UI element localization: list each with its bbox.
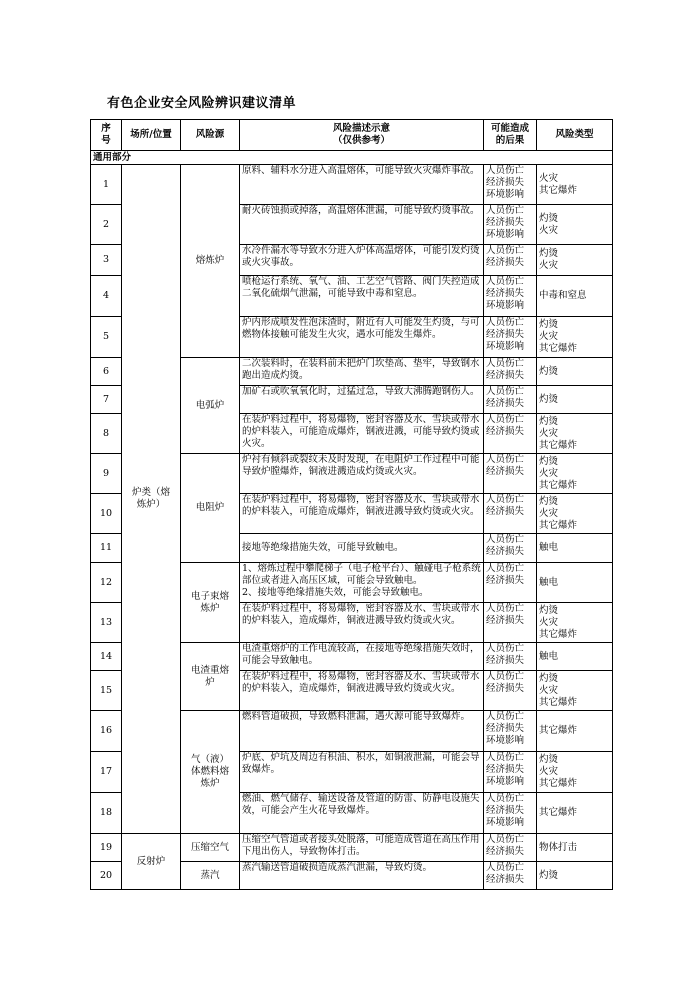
consequence: 人员伤亡 经济损失 [484,358,537,386]
header-desc: 风险描述示意 （仅供参考） [240,120,484,151]
risk-type: 灼烫 [537,386,613,414]
consequence: 人员伤亡 经济损失 [484,414,537,454]
row-number: 9 [91,454,122,494]
row-number: 12 [91,563,122,603]
row-number: 11 [91,534,122,563]
risk-type: 触电 [537,534,613,563]
section-title: 通用部分 [91,151,613,165]
source-cell-esr: 电渣重熔 炉 [181,643,240,711]
risk-type: 灼烫 火灾 [537,245,613,276]
row-number: 17 [91,752,122,793]
risk-description: 炉底、炉坑及周边有积油、积水，如铜液泄漏，可能会导致爆炸。 [240,752,484,793]
risk-description: 压缩空气管道或者接头处脱落，可能造成管道在高压作用下甩出伤人，导致物体打击。 [240,834,484,862]
consequence: 人员伤亡 经济损失 环境影响 [484,317,537,358]
risk-type: 灼烫 火灾 其它爆炸 [537,752,613,793]
row-number: 15 [91,671,122,711]
risk-description: 在装炉料过程中，将易爆物，密封容器及水、雪块或带水的炉料装入，造成爆炸，铜液进溅导致灼烫或火灾。 [240,671,484,711]
risk-description: 电渣重熔炉的工作电流较高，在接地等绝缘措施失效时，可能会导致触电。 [240,643,484,671]
risk-type: 灼烫 火灾 其它爆炸 [537,603,613,643]
consequence: 人员伤亡 经济损失 环境影响 [484,276,537,317]
table-row [91,165,613,205]
row-number: 19 [91,834,122,862]
risk-description: 喷枪运行系统、氧气、油、工艺空气管路、阀门失控造成二氧化硫烟气泄漏，可能导致中毒和窒息。 [240,276,484,317]
row-number: 18 [91,793,122,834]
risk-type: 触电 [537,643,613,671]
header-no: 序 号 [91,120,122,151]
risk-description: 燃料管道破损，导致燃料泄漏，遇火源可能导致爆炸。 [240,711,484,752]
risk-description: 在装炉料过程中，将易爆物，密封容器及水、雪块或带水的炉料装入，可能造成爆炸，钢液进溅，可能导致灼烫或火灾。 [240,414,484,454]
row-number: 5 [91,317,122,358]
consequence: 人员伤亡 经济损失 [484,862,537,890]
risk-description: 加矿石或吹氧氧化时，过猛过急，导致大沸腾跑钢伤人。 [240,386,484,414]
risk-type: 灼烫 火灾 其它爆炸 [537,671,613,711]
row-number: 1 [91,165,122,205]
risk-description: 在装炉料过程中，将易爆物，密封容器及水、雪块或带水的炉料装入，可能造成爆炸，铜液进溅导致灼烫或火灾。 [240,494,484,534]
source-cell-resist: 电阻炉 [181,454,240,563]
risk-type: 其它爆炸 [537,793,613,834]
risk-description: 燃油、燃气储存、输送设备及管道的防雷、防静电设施失效，可能会产生火花导致爆炸。 [240,793,484,834]
consequence: 人员伤亡 经济损失 环境影响 [484,165,537,205]
risk-description: 炉内形成喷发性泡沫渣时，附近有人可能发生灼烫，与可燃物体接触可能发生火灾，遇水可能发生爆炸。 [240,317,484,358]
consequence: 人员伤亡 经济损失 [484,386,537,414]
risk-description: 接地等绝缘措施失效，可能导致触电。 [240,534,484,563]
risk-description: 原料、辅料水分进入高温熔体，可能导致火灾爆炸事故。 [240,165,484,205]
consequence: 人员伤亡 经济损失 [484,494,537,534]
row-number: 14 [91,643,122,671]
risk-description: 二次装料时，在装料前未把炉门坎垫高、垫牢，导致钢水跑出造成灼烫。 [240,358,484,386]
consequence: 人员伤亡 经济损失 [484,563,537,603]
consequence: 人员伤亡 经济损失 [484,454,537,494]
row-number: 7 [91,386,122,414]
risk-type: 触电 [537,563,613,603]
risk-type: 灼烫 火灾 [537,205,613,245]
risk-type: 灼烫 火灾 其它爆炸 [537,317,613,358]
header-source: 风险源 [181,120,240,151]
consequence: 人员伤亡 经济损失 [484,643,537,671]
risk-description: 1、熔炼过程中攀爬梯子（电子枪平台）、触碰电子枪系统部位或者进入高压区域，可能会导致触电。 2、接地等绝缘措施失效，可能会导致触电。 [240,563,484,603]
risk-description: 耐火砖蚀损或掉落，高温熔体泄漏，可能导致灼烫事故。 [240,205,484,245]
row-number: 16 [91,711,122,752]
row-number: 20 [91,862,122,890]
risk-type: 灼烫 火灾 其它爆炸 [537,494,613,534]
risk-type: 其它爆炸 [537,711,613,752]
row-number: 8 [91,414,122,454]
row-number: 13 [91,603,122,643]
header-place: 场所/位置 [122,120,181,151]
consequence: 人员伤亡 经济损失 [484,245,537,276]
row-number: 3 [91,245,122,276]
table-row [91,834,613,862]
page-title: 有色企业安全风险辨识建议清单 [107,96,297,111]
consequence: 人员伤亡 经济损失 环境影响 [484,793,537,834]
source-cell-steam: 蒸汽 [181,862,240,890]
risk-type: 火灾 其它爆炸 [537,165,613,205]
consequence: 人员伤亡 经济损失 [484,834,537,862]
row-number: 6 [91,358,122,386]
risk-type: 灼烫 火灾 其它爆炸 [537,414,613,454]
header-row [91,120,613,151]
place-cell-furnace: 炉类（熔 炼炉） [122,165,181,834]
source-cell-arc: 电弧炉 [181,358,240,454]
source-cell-air: 压缩空气 [181,834,240,862]
header-type: 风险类型 [537,120,613,151]
source-cell-gas: 气（液） 体燃料熔 炼炉 [181,711,240,834]
section-row [91,151,613,165]
row-number: 4 [91,276,122,317]
row-number: 10 [91,494,122,534]
risk-type: 中毒和窒息 [537,276,613,317]
risk-description: 炉衬有倾斜或裂纹未及时发现，在电阻炉工作过程中可能导致炉膛爆炸，铜液进溅造成灼烫或火灾。 [240,454,484,494]
place-cell-reverb: 反射炉 [122,834,181,890]
consequence: 人员伤亡 经济损失 环境影响 [484,711,537,752]
consequence: 人员伤亡 经济损失 [484,603,537,643]
risk-description: 在装炉料过程中，将易爆物，密封容器及水、雪块或带水的炉料装入，造成爆炸，铜液进溅导致灼烫或火灾。 [240,603,484,643]
source-cell-ebeam: 电子束熔 炼炉 [181,563,240,643]
risk-type: 灼烫 [537,862,613,890]
risk-type: 物体打击 [537,834,613,862]
risk-type: 灼烫 [537,358,613,386]
source-cell-smelt: 熔炼炉 [181,165,240,358]
consequence: 人员伤亡 经济损失 [484,671,537,711]
consequence: 人员伤亡 经济损失 环境影响 [484,752,537,793]
risk-description: 蒸汽输送管道破损造成蒸汽泄漏，导致灼烫。 [240,862,484,890]
header-consequence: 可能造成 的后果 [484,120,537,151]
row-number: 2 [91,205,122,245]
risk-table [90,119,613,890]
risk-type: 灼烫 火灾 其它爆炸 [537,454,613,494]
consequence: 人员伤亡 经济损失 [484,534,537,563]
risk-description: 水冷件漏水等导致水分进入炉体高温熔体，可能引发灼烫或火灾事故。 [240,245,484,276]
consequence: 人员伤亡 经济损失 环境影响 [484,205,537,245]
